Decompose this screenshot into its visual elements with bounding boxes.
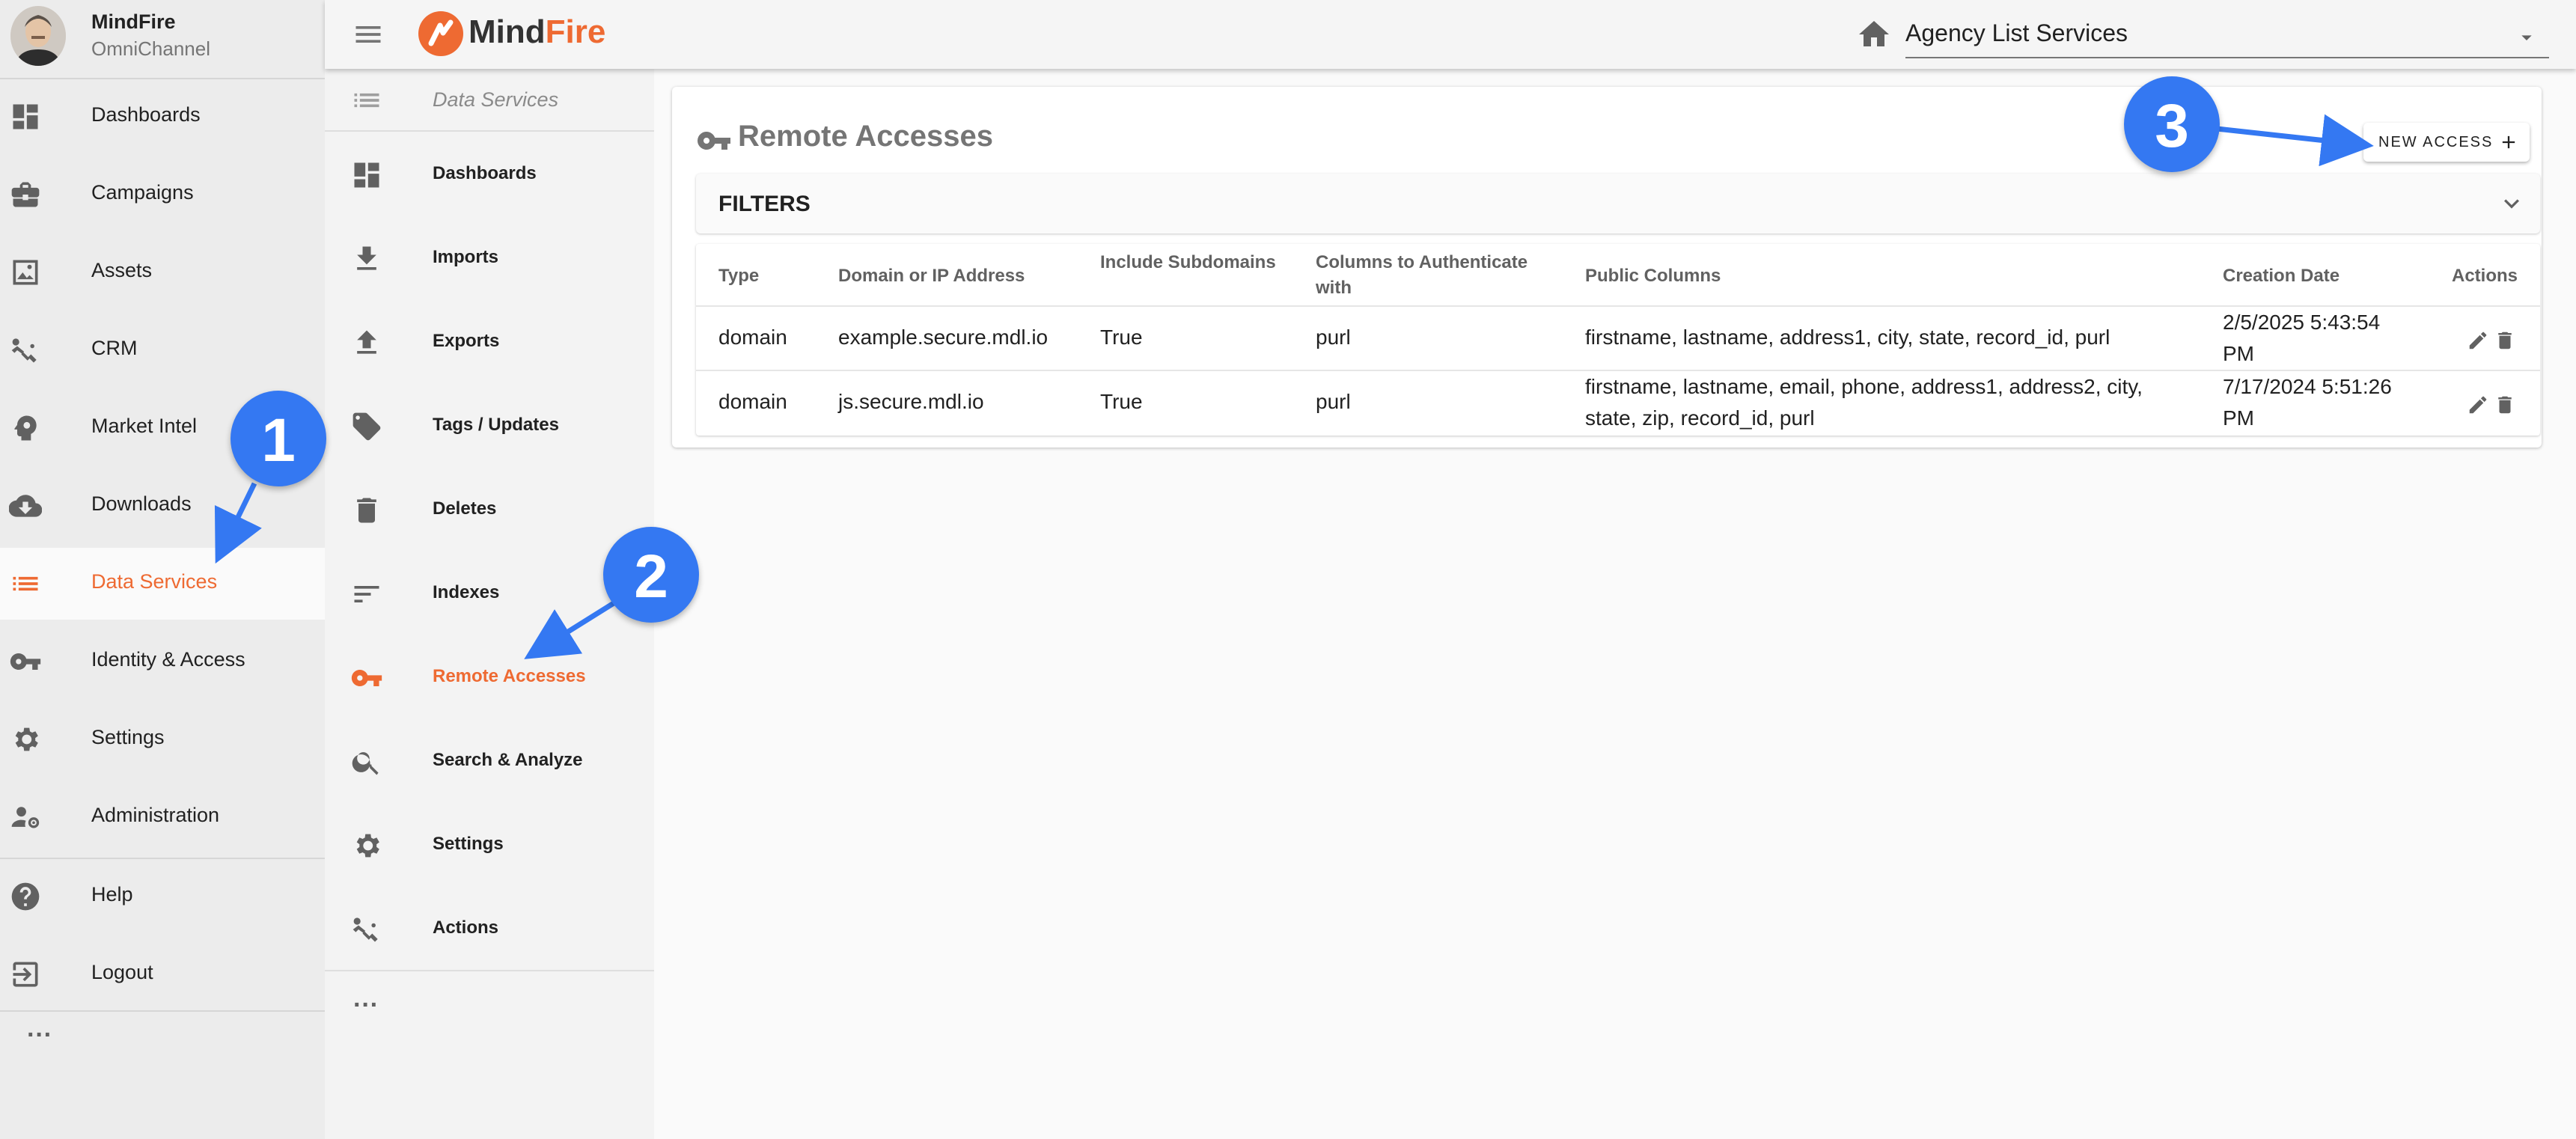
agency-select-value: Agency List Services <box>1905 19 2128 46</box>
column-header-auth-columns[interactable]: Columns to Authenticate with <box>1316 252 1528 298</box>
profile-name: MindFire <box>91 10 176 33</box>
cell-public-columns: firstname, lastname, address1, city, state, record_id, purl <box>1585 326 2110 349</box>
subnav-item-label: Settings <box>433 834 504 854</box>
subnav-item-label: Search & Analyze <box>433 750 583 770</box>
subnav-item-label: Imports <box>433 247 499 267</box>
subnav-more-icon[interactable]: ··· <box>353 991 379 1019</box>
annotation-step-1: 1 <box>231 391 326 486</box>
sidebar-item-label: Assets <box>91 259 153 281</box>
cell-subdomains: True <box>1100 326 1143 349</box>
sidebar-item-label: Data Services <box>91 570 218 593</box>
subnav-item-label: Actions <box>433 917 499 938</box>
cell-creation-date: 7/17/2024 5:51:26 PM <box>2223 375 2392 430</box>
column-header-domain[interactable]: Domain or IP Address <box>838 266 1025 286</box>
cell-creation-date: 2/5/2025 5:43:54 PM <box>2223 311 2381 365</box>
column-header-creation-date[interactable]: Creation Date <box>2223 266 2340 286</box>
column-header-public-columns[interactable]: Public Columns <box>1585 266 1721 286</box>
cell-subdomains: True <box>1100 390 1143 413</box>
sidebar-item-label: Administration <box>91 804 220 826</box>
sidebar-item-label: Help <box>91 883 133 906</box>
sidebar-item-label: Logout <box>91 961 153 983</box>
subnav-item-label: Remote Accesses <box>433 666 586 686</box>
column-header-type[interactable]: Type <box>718 266 760 286</box>
annotation-arrow-1 <box>225 483 254 545</box>
cell-type: domain <box>718 326 787 349</box>
subnav-header-title: Data Services <box>433 88 559 111</box>
page-title: Remote Accesses <box>738 120 993 153</box>
new-access-label: NEW ACCESS <box>2378 134 2494 150</box>
sidebar-item-label: Dashboards <box>91 103 201 126</box>
subnav-item-label: Dashboards <box>433 163 537 183</box>
cell-type: domain <box>718 390 787 413</box>
sidebar-item-label: Market Intel <box>91 415 198 437</box>
column-header-subdomains[interactable]: Include Subdomains <box>1100 252 1276 272</box>
sidebar-item-label: Settings <box>91 726 165 748</box>
subnav-item-label: Exports <box>433 331 500 351</box>
annotation-step-3: 3 <box>2124 76 2220 172</box>
sidebar-item-label: Campaigns <box>91 181 194 204</box>
sidebar-item-label: Identity & Access <box>91 648 245 671</box>
sidebar-item-label: Downloads <box>91 492 192 515</box>
sidebar-item-label: CRM <box>91 337 138 359</box>
column-header-actions: Actions <box>2452 266 2518 286</box>
subnav-item-label: Indexes <box>433 582 500 602</box>
cell-auth-columns: purl <box>1316 326 1351 349</box>
subnav-item-label: Deletes <box>433 498 497 519</box>
logo-wordmark: MindFire <box>468 13 606 50</box>
subnav-item-label: Tags / Updates <box>433 415 559 435</box>
profile-subtitle: OmniChannel <box>91 37 210 60</box>
sidebar-more-icon[interactable]: ··· <box>27 1021 52 1049</box>
cell-public-columns: firstname, lastname, email, phone, address1, address2, city, state, zip, record_id, purl <box>1585 375 2143 430</box>
cell-auth-columns: purl <box>1316 390 1351 413</box>
annotation-step-2: 2 <box>603 527 699 623</box>
cell-domain: js.secure.mdl.io <box>838 390 984 413</box>
cell-domain: example.secure.mdl.io <box>838 326 1049 349</box>
filters-label: FILTERS <box>718 192 811 216</box>
annotation-arrow-3 <box>2217 129 2353 144</box>
